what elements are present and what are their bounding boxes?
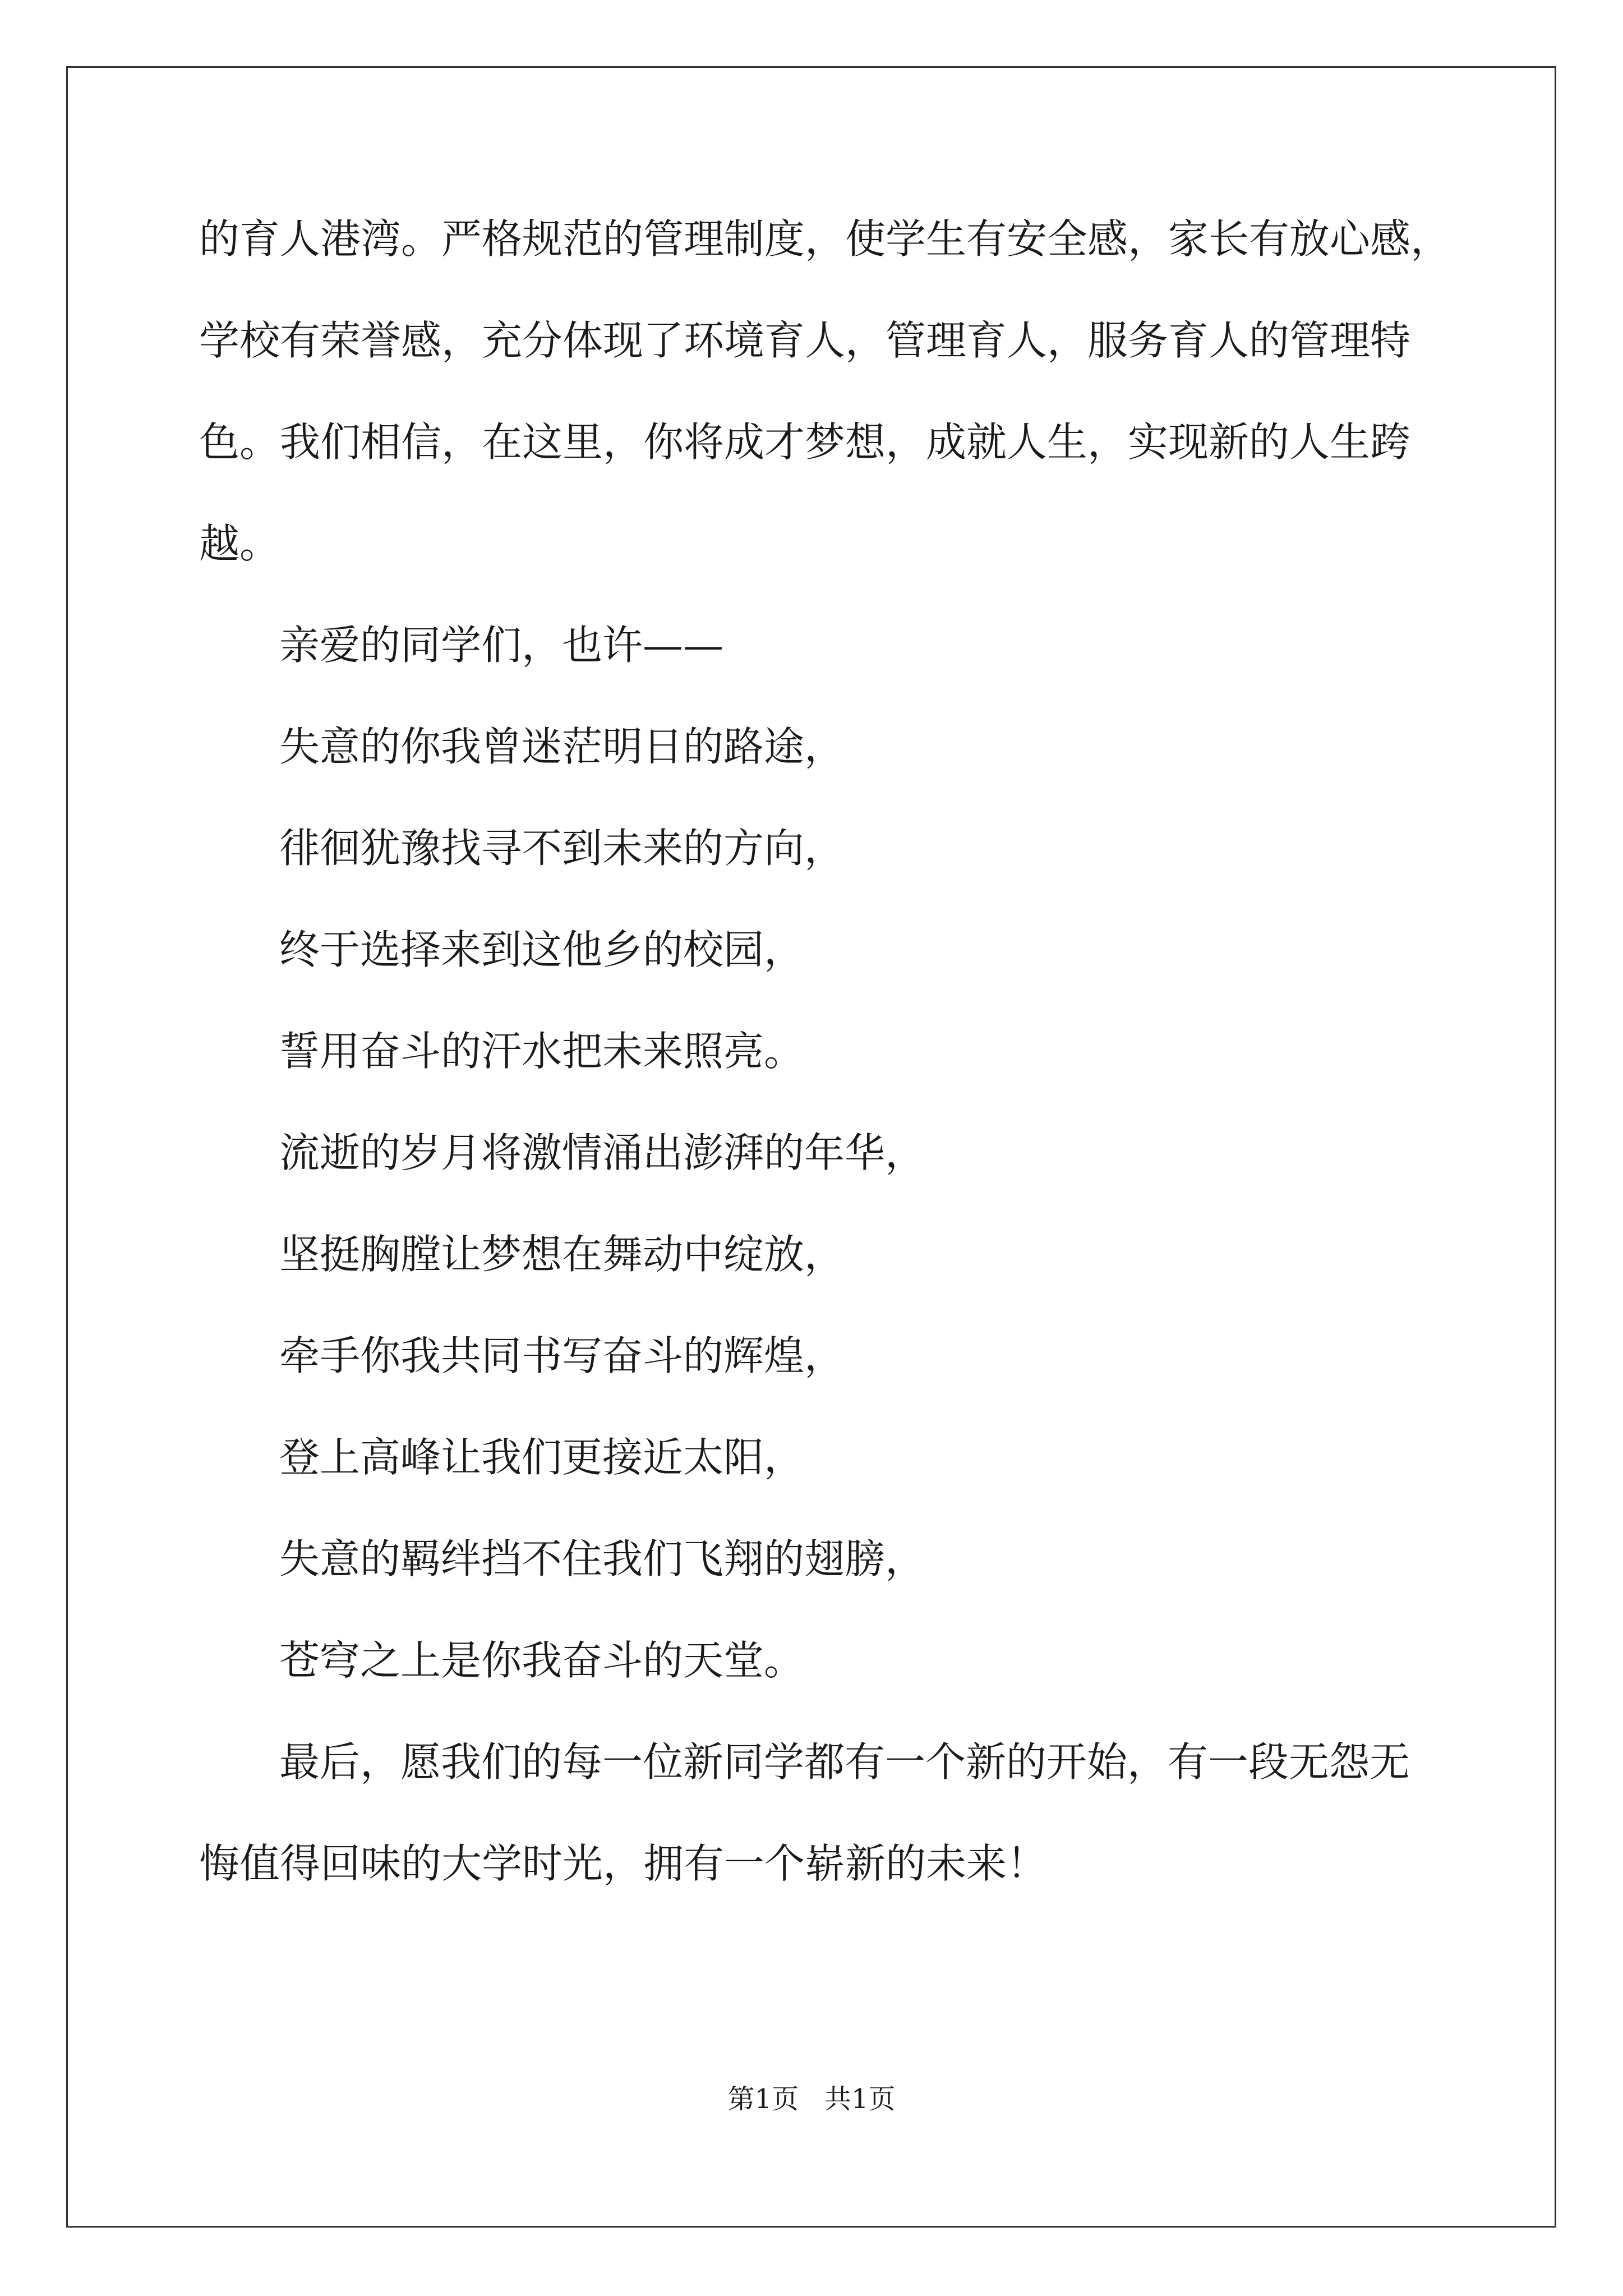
body-line: 悔值得回味的大学时光，拥有一个崭新的未来！ xyxy=(199,1840,1048,1887)
poem-line: 誓用奋斗的汗水把未来照亮。 xyxy=(279,1028,805,1075)
poem-line: 终于选择来到这他乡的校园， xyxy=(279,926,805,973)
poem-line: 失意的你我曾迷茫明日的路途， xyxy=(279,723,845,770)
body-line: 的育人港湾。严格规范的管理制度，使学生有安全感，家长有放心感， xyxy=(199,215,1451,263)
poem-line: 失意的羁绊挡不住我们飞翔的翅膀， xyxy=(279,1535,926,1582)
page-footer: 第1页 共1页 xyxy=(727,2083,896,2115)
poem-line: 流逝的岁月将激情涌出澎湃的年华， xyxy=(279,1129,926,1176)
document-body xyxy=(199,211,1450,1937)
body-line: 越。 xyxy=(199,520,280,567)
poem-line: 登上高峰让我们更接近太阳， xyxy=(279,1434,805,1481)
body-line: 色。我们相信，在这里，你将成才梦想，成就人生，实现新的人生跨 xyxy=(199,418,1411,466)
poem-line: 徘徊犹豫找寻不到未来的方向， xyxy=(279,825,845,872)
body-line: 最后，愿我们的每一位新同学都有一个新的开始，有一段无怨无 xyxy=(279,1738,1410,1786)
poem-line: 坚挺胸膛让梦想在舞动中绽放， xyxy=(279,1231,845,1278)
body-line: 亲爱的同学们，也许—— xyxy=(279,622,724,669)
body-line: 学校有荣誉感，充分体现了环境育人，管理育人，服务育人的管理特 xyxy=(199,317,1411,364)
poem-line: 牵手你我共同书写奋斗的辉煌， xyxy=(279,1332,845,1379)
poem-line: 苍穹之上是你我奋斗的天堂。 xyxy=(279,1637,805,1684)
